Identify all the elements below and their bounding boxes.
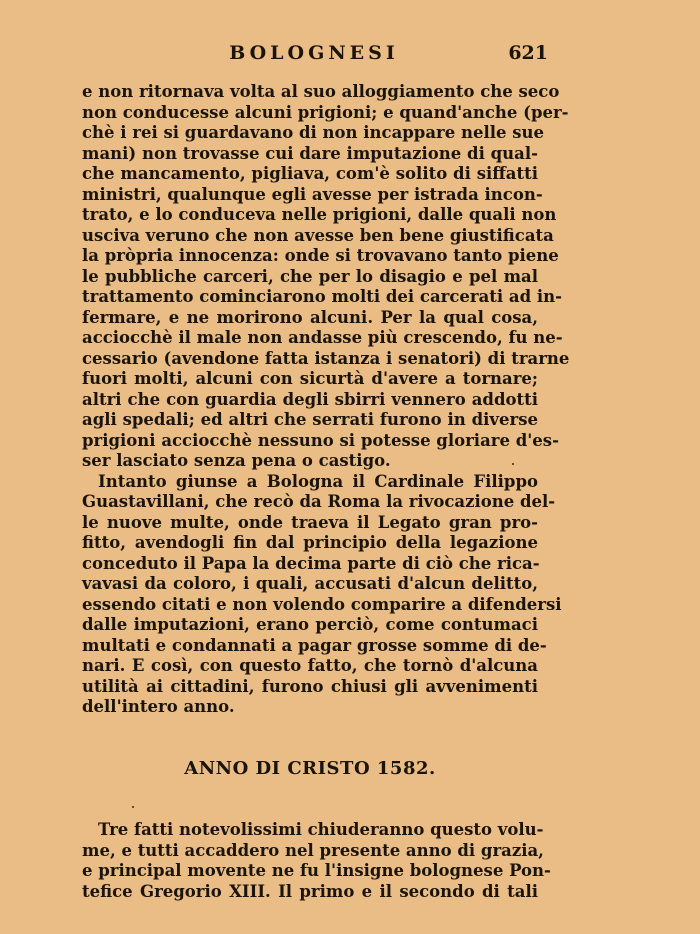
speck-mark — [512, 463, 514, 465]
text-line: vavasi da coloro, i quali, accusati d'alcun delitto, — [82, 574, 538, 593]
page-header — [80, 42, 548, 72]
body-text-bottom — [82, 820, 551, 902]
text-line: ministri, qualunque egli avesse per istrada incon- — [82, 184, 543, 204]
text-line: usciva veruno che non avesse ben bene giustificata — [82, 225, 554, 245]
text-line: ser lasciato senza pena o castigo. — [82, 451, 391, 470]
text-line: che mancamento, pigliava, com'è solito di siffatti — [82, 164, 538, 183]
text-line: acciocchè il male non andasse più crescendo, fu ne- — [82, 328, 563, 347]
text-line: non conducesse alcuni prigioni; e quand'anche (per- — [82, 102, 569, 122]
text-line: dalle imputazioni, erano perciò, come contumaci — [82, 615, 538, 634]
text-line: agli spedali; ed altri che serrati furono in diverse — [82, 410, 538, 429]
text-line: le nuove multe, onde traeva il Legato gran pro- — [82, 512, 538, 532]
text-line: Guastavillani, che recò da Roma la rivocazione del- — [82, 492, 556, 511]
text-line: chè i rei si guardavano di non incappare nelle sue — [82, 123, 545, 142]
text-line: utilità ai cittadini, furono chiusi gli avvenimenti — [82, 676, 538, 696]
text-line: prigioni acciocchè nessuno si potesse gloriare d'es- — [82, 430, 559, 450]
text-line: fitto, avendogli fin dal principio della legazione — [82, 533, 538, 552]
text-line: cessario (avendone fatta istanza i senatori) di trarne — [82, 348, 570, 368]
text-line: me, e tutti accaddero nel presente anno di grazia, — [82, 840, 544, 860]
text-line: multati e condannati a pagar grosse somme di de- — [82, 635, 547, 655]
text-line: fermare, e ne morirono alcuni. Per la qual cosa, — [82, 307, 538, 327]
text-line: essendo citati e non volendo comparire a difendersi — [82, 594, 562, 614]
text-line: fuori molti, alcuni con sicurtà d'avere a tornare; — [82, 369, 538, 388]
text-line: tefice Gregorio XIII. Il primo e il secondo di tali — [82, 881, 538, 901]
text-line: dell'intero anno. — [82, 697, 235, 716]
text-line: la pròpria innocenza: onde si trovavano tanto piene — [82, 246, 559, 265]
text-line: Tre fatti notevolissimi chiuderanno questo volu- — [98, 820, 544, 839]
text-line: e non ritornava volta al suo alloggiamento che seco — [82, 82, 560, 101]
page-number: 621 — [508, 42, 548, 64]
text-line: Intanto giunse a Bologna il Cardinale Filippo — [98, 471, 538, 491]
text-line: trattamento cominciarono molti dei carcerati ad in- — [82, 287, 562, 306]
text-line: altri che con guardia degli sbirri vennero addotti — [82, 389, 538, 409]
text-line: conceduto il Papa la decima parte di ciò che rica- — [82, 553, 540, 573]
body-text-top — [82, 82, 570, 718]
text-line: nari. E così, con questo fatto, che tornò d'alcuna — [82, 656, 538, 675]
text-line: trato, e lo conduceva nelle prigioni, dalle quali non — [82, 205, 557, 224]
text-line: e principal movente ne fu l'insigne bolognese Pon- — [82, 861, 551, 880]
speck-mark — [132, 806, 134, 808]
text-line: mani) non trovasse cui dare imputazione di qual- — [82, 143, 538, 163]
section-heading: ANNO DI CRISTO 1582. — [184, 758, 436, 779]
running-title: BOLOGNESI — [229, 42, 399, 64]
text-line: le pubbliche carceri, che per lo disagio e pel mal — [82, 266, 538, 286]
